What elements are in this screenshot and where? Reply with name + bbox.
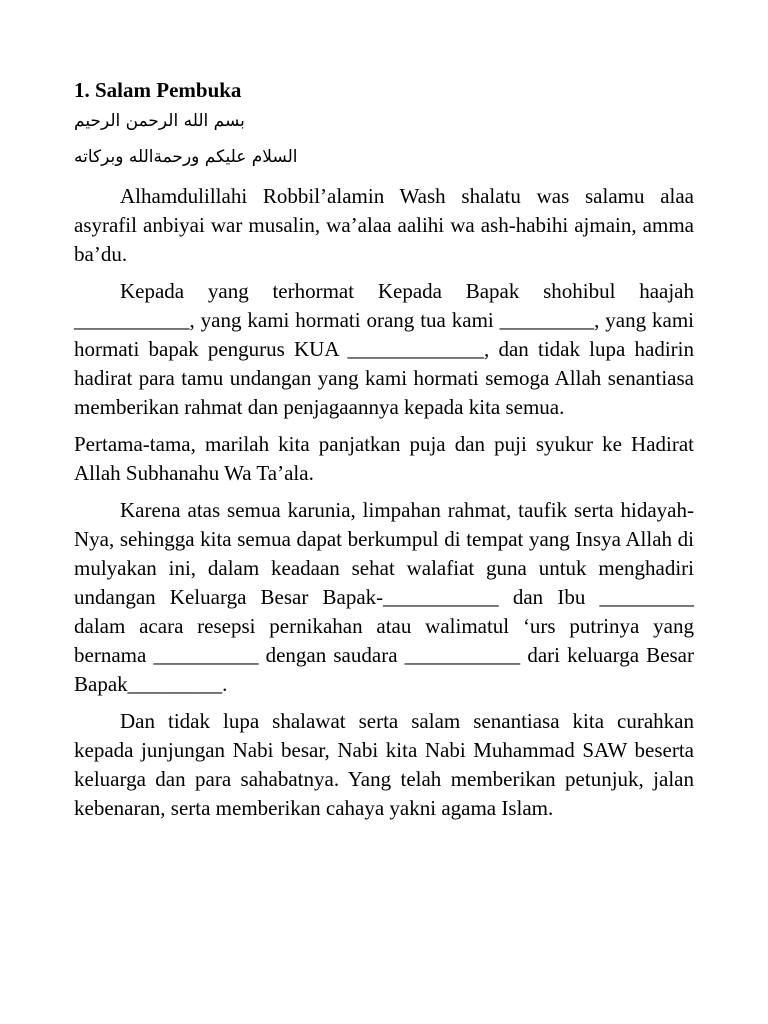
document-page xyxy=(74,76,694,823)
paragraph-opening: Alhamdulillahi Robbil’alamin Wash shalatu was salamu alaa asyrafil anbiyai war musalin, wa’alaa aalihi wa ash-habihi ajmain, amma ba’du. xyxy=(74,184,694,266)
paragraph-shalawat: Dan tidak lupa shalawat serta salam senantiasa kita curahkan kepada junjungan Nabi besar, Nabi kita Nabi Muhammad SAW beserta keluarga dan para sahabatnya. Yang telah memberikan petunjuk, jalan kebenaran, serta memberikan cahaya yakni agama Islam. xyxy=(74,709,694,820)
section-heading: 1. Salam Pembuka xyxy=(74,78,242,102)
salam-text: السلام عليكم ورحمةالله وبركاته xyxy=(74,147,298,167)
paragraph-occasion: Karena atas semua karunia, limpahan rahmat, taufik serta hidayah-Nya, sehingga kita semua dapat berkumpul di tempat yang Insya Allah di mulyakan ini, dalam keadaan sehat walafiat guna untuk menghadiri undangan Keluarga Besar Bapak-___________ dan Ibu _________ dalam acara resepsi pernikahan atau walimatul ‘urs putrinya yang bernama __________ dengan saudara ___________ dari keluarga Besar Bapak_________. xyxy=(74,498,694,696)
paragraph-greetings: Kepada yang terhormat Kepada Bapak shohibul haajah ___________, yang kami hormati orang tua kami _________, yang kami hormati bapak pengurus KUA _____________, dan tidak lupa hadirin hadirat para tamu undangan yang kami hormati semoga Allah senantiasa memberikan rahmat dan penjagaannya kepada kita semua. xyxy=(74,279,694,419)
basmala-text: بسم الله الرحمن الرحيم xyxy=(74,111,245,131)
paragraph-gratitude: Pertama-tama, marilah kita panjatkan puja dan puji syukur ke Hadirat Allah Subhanahu Wa Ta’ala. xyxy=(74,432,694,485)
